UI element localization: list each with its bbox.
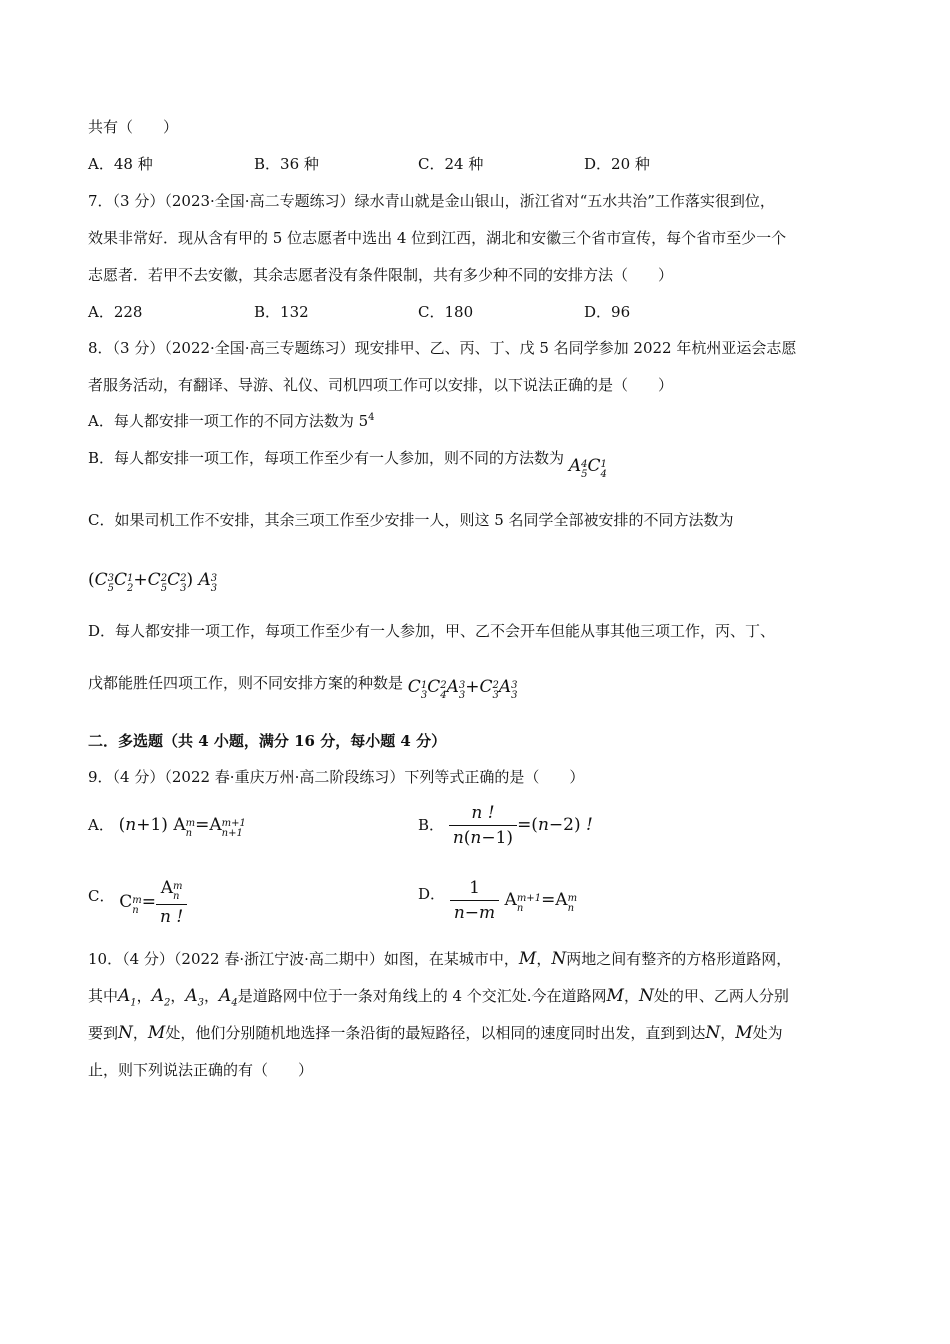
- q10-line-2-start: 其中: [88, 987, 119, 1005]
- q8-option-d-line-1: D．每人都安排一项工作，每项工作至少有一人参加，甲、乙不会开车但能从事其他三项工作，丙、丁、: [88, 622, 776, 640]
- q9-option-c-label: C．: [88, 887, 115, 905]
- q9-option-a-label: A．: [88, 816, 114, 834]
- q9-option-b-label: B．: [418, 816, 445, 834]
- q7-line-2: 效果非常好．现从含有甲的 5 位志愿者中选出 4 位到江西，湖北和安徽三个省市宣传，每个省市至少一个: [88, 229, 787, 247]
- q7-option-d: D．96: [584, 303, 631, 321]
- q8-option-c-formula: (C 3 5 C 1 2 +C 2 5 C 2 3 ) A 3 3: [88, 570, 218, 594]
- q8-option-b: [88, 448, 607, 480]
- q8-line-2: 者服务活动，有翻译、导游、礼仪、司机四项工作可以安排，以下说法正确的是（ ）: [88, 376, 674, 394]
- q8-option-a-text: A．每人都安排一项工作的不同方法数为 5: [88, 412, 369, 430]
- q10-line-3-mid: 处，他们分别随机地选择一条沿街的最短路径，以相同的速度同时出发，直到到达: [165, 1024, 706, 1042]
- q7-line-3: 志愿者．若甲不去安徽，其余志愿者没有条件限制，共有多少种不同的安排方法（ ）: [88, 266, 674, 284]
- q8-option-c: C．如果司机工作不安排，其余三项工作至少安排一人，则这 5 名同学全部被安排的不同方法数为: [88, 511, 734, 529]
- q8-option-b-formula: A 4 5 C 1 4: [568, 456, 607, 480]
- q10-line-1-rest: 两地之间有整齐的方格形道路网，: [566, 950, 792, 968]
- q6-option-b: B．36 种: [254, 155, 319, 173]
- q10-line-2: 其中$A_1$，$A_2$，$A_3$，$A_4$是道路网中位于一条对角线上的 4 个交汇处.今在道路网M，N处的甲、乙两人分别: [88, 986, 789, 1009]
- q10-line-4: 止，则下列说法正确的有（ ）: [88, 1061, 314, 1079]
- q8-option-a: A．每人都安排一项工作的不同方法数为 $5^4$: [88, 412, 375, 430]
- q6-tail: 共有（ ）: [88, 118, 179, 136]
- q6-option-a: A．48 种: [88, 155, 153, 173]
- q8-option-b-text: B．每人都安排一项工作，每项工作至少有一人参加，则不同的方法数为: [88, 449, 565, 467]
- q6-options: [88, 154, 868, 174]
- section-2-title: 二．多选题（共 4 小题，满分 16 分，每小题 4 分）: [88, 732, 447, 750]
- q9-option-b: B． $\frac{n !}{n(n-1)}$ =(n−2) !: [418, 803, 593, 848]
- q9-option-c: C． C m n = A m n n !: [88, 872, 187, 921]
- q9-option-d: D． $\frac{1}{n-m}$ A m+1 n =A m n: [418, 878, 578, 923]
- q10-line-2-end: 处的甲、乙两人分别: [653, 987, 789, 1005]
- q10-line-3: 要到N，M处，他们分别随机地选择一条沿街的最短路径，以相同的速度同时出发，直到到达N，M处为: [88, 1023, 783, 1043]
- q8-option-d-formula: C 1 3 C 2 4 A 3 3 +C 2 3 A 3 3: [407, 677, 518, 701]
- q7-option-c: C．180: [418, 303, 474, 321]
- q10-line-3-end: 处为: [752, 1024, 783, 1042]
- q6-option-c: C．24 种: [418, 155, 484, 173]
- q7-line-1: 7．（3 分）（2023·全国·高二专题练习）绿水青山就是金山银山，浙江省对“五水共治”工作落实很到位，: [88, 192, 775, 210]
- q7-option-a: A．228: [88, 303, 143, 321]
- q9-option-d-label: D．: [418, 885, 446, 903]
- q10-line-2-mid: 是道路网中位于一条对角线上的 4 个交汇处.今在道路网: [237, 987, 607, 1005]
- q7-options: [88, 302, 868, 322]
- q6-option-d: D．20 种: [584, 155, 650, 173]
- q8-line-1: 8．（3 分）（2022·全国·高三专题练习）现安排甲、乙、丙、丁、戊 5 名同学参加 2022 年杭州亚运会志愿: [88, 339, 797, 357]
- q10-line-1-text: 10．（4 分）（2022 春·浙江宁波·高二期中）如图，在某城市中，: [88, 950, 519, 968]
- q8-option-d-text: 戊都能胜任四项工作，则不同安排方案的种数是: [88, 674, 404, 692]
- q10-line-3-start: 要到: [88, 1024, 119, 1042]
- q8-option-d-line-2: [88, 673, 518, 701]
- q9-stem: 9．（4 分）（2022 春·重庆万州·高二阶段练习）下列等式正确的是（ ）: [88, 768, 585, 786]
- q7-option-b: B．132: [254, 303, 309, 321]
- q9-option-a: A． (n+1) A m n =A m+1 n+1: [88, 815, 246, 839]
- q10-line-1: 10．（4 分）（2022 春·浙江宁波·高二期中）如图，在某城市中，M，N两地之间有整齐的方格形道路网，: [88, 949, 792, 969]
